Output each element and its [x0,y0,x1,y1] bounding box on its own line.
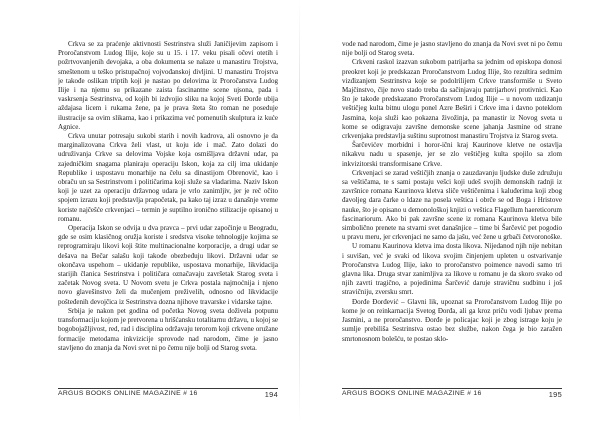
left-page-body [58,40,278,378]
left-page-footer [58,388,278,400]
paragraph: Operacija Iskon se odvija u dva pravca – prvi udar započinje u Beogradu, gde se osim klasičnog oružja koriste i sredstva visoke tehnologije kojima se reprogramiraju likovi koji štite multinacionalne korporacije, a drugi udar se dešava na Bečar salašu koji takođe obezbeđuju likovi. Državni udar se okončava uspehom – ukidanje republike, uspostava monarhije, likvidacija starijih članica Sestrinstva i političara označavaju završetak Starog sveta i začetak Novog sveta. U Novom svetu je Crkva postala najmoćnija i njeno novo glavešinstvo želi da mučenjem preživelih, odnosno od likvidacije pošteđenih devojčica iz Sestrinstva dozna njihove travarske i vidarske tajne. [58,224,278,306]
right-page [300,0,600,424]
page-number: 194 [264,390,278,399]
running-footer-title: ARGUS BOOKS ONLINE MAGAZINE # 16 [342,390,482,397]
paragraph: Crkvenjaci se zarad veštičjih znanja o zauzdavanju ljudske duše združuju sa veštičama, te s sami postaju vešci koji udeš svojih demonskih radnji iz završnice romana Kaurinova kletva sliče veštičenima i kaluđerima koji zbog đavoljeg dara čarke o ldaze na posela veštica i obrče se od Boga i Hristove nauke, što je opisano u demonološkoj knjizi o veštica Flagellum haereticorum fascinariorum. Ako bi pak završne scene iz romana Kaurinova kletva bile simbolično prenete na stvarni svet današnjice – time bi Šarčević pet pogodio u pravu meru, jer crkvenjaci ne samo da jašu, već žene u grbači četvoronoške. [342,168,562,242]
paragraph: Srbija je nakon pet godina od početka Novog sveta doživela potpunu transformaciju kojom je pretvorena u hrišćansku totalitarnu državu, u kojoj se bogobojažljivost, red, rad i disciplina održavaju terorom koji crkvene oružane formacije metodama inkvizicije sprovode nad narodom, čime je jasno stavljeno do znanja da Novi svet ni po čemu nije bolji od Starog sveta. [58,306,278,352]
paragraph: Crkva se za praćenje aktivnosti Sestrinstva služi Janičijevim zapisom i Proročanstvom Ludog Ilije, koje su u 15. i 17. veku pisali očevi otetih i požrtvovanjenih devojaka, a oba dokumenta se nalaze u manastiru Trojstva, smeštenom u teško pristupačnoj vojvođanskoj divljini. U manastiru Trojstva je takođe oslikan triptih koji je nastao po delovima iz Proročanstva Ludog Ilije i na njemu su prikazane zaista fascinantne scene ujsona, pada i vaskrsenja Sestrinstva, od kojih bi izdvojio sliku na kojoj Sveti Đorđe ubija aždajasa licem i rukama žene, pa je prava šteta što roman ne poseduje ilustracije sa ovim slikama, kao i prikazima već pomenutih skulptura iz kuće Agnice. [58,40,278,131]
right-page-footer [342,388,562,400]
paragraph: Đorđe Đorđević – Glavni lik, upoznat sa Proročanstvom Ludog Ilije po kome je on reinkarnacija Svetog Đorđa, ali ga kroz priču vodi ljubav prema Jasmini, a ne proročanstvo. Đorđe je policajac koji je zbog istrage koju je sumlje prebiliša Sestrinstva ostao bez službe, nakon čega je bio zaražen smrtonosnom bolešću, te postao sklo- [342,297,562,343]
paragraph: Crkva unutar potresaju sukobi starih i novih kadrova, ali osnovno je da marginalizovana Crkva želi vlast, ut koju ide i mač. Zato dolazi do udruživanja Crkve sa delovima Vojske koja osmišljava državni udar, pa zajedničkim snagama planiraju operaciju Iskon, koja za cilj ima ukidanje Republike i uspostavu monarhije na čelu sa dinastijom Obrenović, kao i obraču un sa Sestrinstvom i političarima koji služe sa vladarima. Naziv Iskon koji je uzet za operaciju državnog udara je vrlo zanimljiv, jer je reč očito spojem izrazu koji predstavlja prapočetak, pa kako taj izraz u današnje vreme koriste najčešće crkvenjaci – termin je suptilno ironično stilizacije opisanoj u romanu. [58,132,278,223]
paragraph: vode nad narodom, čime je jasno stavljeno do znanja da Novi svet ni po čemu nije bolji od Starog sveta. [342,40,562,58]
paragraph: Šarčevićev morbidni i horor-ični kraj Kaurinove kletve ne ostavlja nikakvu nadu u spasenje, jer se zlo veštičjeg kulta spojilo sa zlom inkvizitorski transformisane Crkve. [342,141,562,168]
paragraph: Crkveni raskol izazvan sukobom patrijarha sa jednim od episkopa donosi preokret koji je predskazan Proročanstvom Ludog Ilije, što rezultira sedmim vizđizanjem Sestrinstva koje se podolrilijem Crkve transformiše u Sveto Majčinstvo, čije novo stado treba da sačinjavaju patrijarhovi protivnici. Kao što je takođe predskazano Proročanstvom Ludog Ilije – u novom uzdizanju veštičjeg kulta bitnu ulogu ponel Azre Beširi i Crkve ima i davno poteklom Jasmina, koja služi kao pokazna živožinja, pa manastir iz Novog sveta u kome se odigravaju završne demonske scene jahanja Jasmine od strane crkvenjaka predstavlja suštinu suprotnost manastiru Trojstva iz Starog sveta. [342,58,562,141]
running-footer-title: ARGUS BOOKS ONLINE MAGAZINE # 16 [58,390,198,397]
footer-rule [342,388,562,389]
page-number: 195 [548,390,562,399]
right-page-body [342,40,562,378]
footer-rule [58,388,278,389]
paragraph: U romanu Kaurinova kletva ima dosta likova. Nijedanod njih nije nebitan i suvišan, već je svaki od likova svojim činjenjem upleten u ostvarivanje Proročanstva Ludog Ilije, iako to proročanstvo poimence navodi samo tri glavna lika. Druga stvar zanimljiva za likove u romanu je da skoro svako od njih zavrti tragično, a pojedinima Šarčević daruje stravičnu sudbinu i još stravičniju, zversku smrt. [342,242,562,297]
